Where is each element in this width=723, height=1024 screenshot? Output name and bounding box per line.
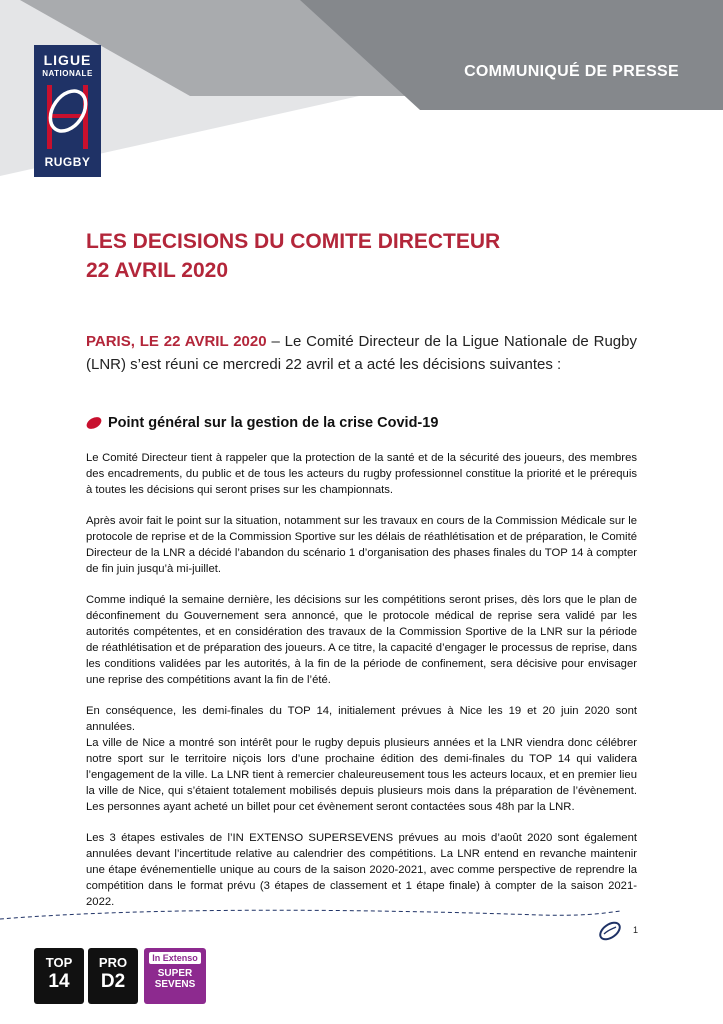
supersevens-logo: [144, 948, 206, 1004]
footer-rugby-ball-icon: [597, 920, 623, 942]
prod2-logo-line1: PRO: [98, 955, 128, 970]
section-heading: [86, 414, 646, 436]
page-title: [86, 227, 500, 285]
body-paragraph: En conséquence, les demi-finales du TOP 14, initialement prévues à Nice les 19 et 20 juin 2020 sont annulées.: [86, 705, 637, 733]
title-line-2: 22 AVRIL 2020: [86, 259, 229, 282]
page-number: 1: [633, 925, 639, 935]
press-release-label: COMMUNIQUÉ DE PRESSE: [464, 63, 679, 80]
section-heading-text: Point général sur la gestion de la crise Covid-19: [108, 415, 439, 431]
intro-paragraph: [86, 330, 637, 376]
rugby-posts-icon: [40, 81, 95, 151]
title-line-1: LES DECISIONS DU COMITE DIRECTEUR: [86, 230, 501, 253]
supersevens-logo-line3: SEVENS: [154, 979, 196, 990]
header-band: [0, 0, 723, 176]
rugby-ball-icon: [86, 416, 102, 430]
body-paragraph: Les 3 étapes estivales de l’IN EXTENSO SUPERSEVENS prévues au mois d’août 2020 sont également annulées devant l’incertitude relative au calendrier des compétitions. La LNR entend en revanche maintenir une étape événementielle unique au cours de la saison 2020-2021, avec comme perspective de reprendre la compétition dans le format prévu (3 étapes de classement et 1 étape finale) à compter de la saison 2021-2022.: [86, 832, 637, 908]
lnr-logo: [34, 45, 101, 177]
top14-logo-line2: 14: [48, 971, 70, 992]
prod2-logo-line2: D2: [100, 971, 126, 992]
intro-text: – Le Comité Directeur de la Ligue Nationale de Rugby (LNR) s’est réuni ce mercredi 22 avril et a acté les décisions suivantes :: [86, 333, 637, 373]
prod2-logo: [88, 948, 138, 1004]
body-paragraph: Le Comité Directeur tient à rappeler que la protection de la santé et de la sécurité des joueurs, des membres des encadrements, du public et de tous les acteurs du rugby professionnel constitue la priorité et le prérequis à toutes les décisions qui seront prises sur les championnats.: [86, 452, 637, 496]
supersevens-logo-line2: SUPER: [157, 968, 193, 979]
top14-logo-line1: TOP: [45, 955, 73, 970]
body-paragraph: Après avoir fait le point sur la situation, notamment sur les travaux en cours de la Commission Médicale sur le protocole de reprise et de la Commission Sportive sur les délais de réathlétisation et de préparation, le Comité Directeur de la LNR a décidé l’abandon du scénario 1 d’organisation des phases finales du TOP 14 à compter de fin juin jusqu’à mi-juillet.: [86, 515, 637, 575]
section-body: [86, 450, 637, 925]
supersevens-logo-line1: In Extenso: [149, 952, 201, 964]
body-paragraph: La ville de Nice a montré son intérêt pour le rugby depuis plusieurs années et la LNR viendra donc célébrer notre sport sur le territoire niçois lors d’une prochaine édition des demi-finales du TOP 14 qui validera l’engagement de la ville. La LNR tient à remercier chaleureusement tous les acteurs locaux, et en premier lieu la ville de Nice, qui s’étaient totalement mobilisés depuis plusieurs mois dans la préparation de l’évènement. Les personnes ayant acheté un billet pour cet évènement seront contactées sous 48h par la LNR.: [86, 737, 637, 813]
dateline: PARIS, LE 22 AVRIL 2020: [86, 333, 267, 350]
body-paragraph: Comme indiqué la semaine dernière, les décisions sur les compétitions seront prises, dès lors que le plan de déconfinement du Gouvernement sera annoncé, que le protocole médical de reprise sera validé par les autorités compétentes, et en considération des travaux de la Commission Sportive de la LNR sur la période de réathlétisation et de préparation des joueurs. A ce titre, la capacité d’engager le processus de reprise, dans les conditions validées par les autorités, à la fin de la période de confinement, sera décisive pour envisager une reprise des compétitions avant la fin de l’été.: [86, 594, 637, 686]
logo-text-ligue: LIGUE: [43, 52, 92, 68]
top14-logo: [34, 948, 84, 1004]
logo-text-rugby: RUGBY: [44, 155, 91, 169]
logo-text-nationale: NATIONALE: [42, 69, 93, 78]
